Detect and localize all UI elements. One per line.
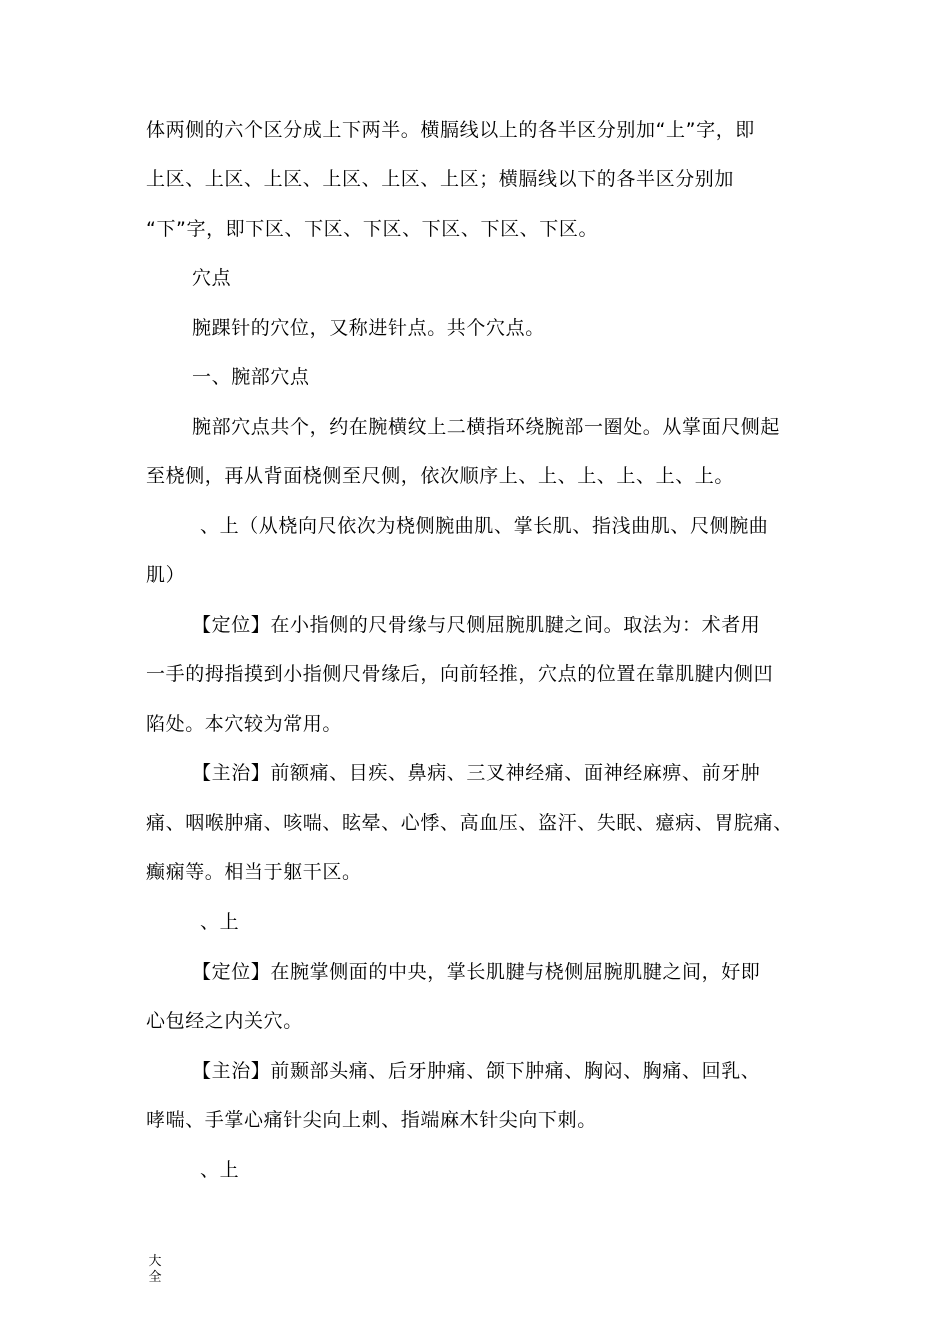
page-footer: 大全 <box>148 1254 162 1285</box>
paragraph-line-1: 体两侧的六个区分成上下两半。横膈线以上的各半区分别加“上”字，即 <box>146 119 755 141</box>
indication2-line-2: 哮喘、手掌心痛针尖向上刺、指端麻木针尖向下刺。 <box>146 1109 597 1131</box>
location-line-3: 陷处。本穴较为常用。 <box>146 713 343 735</box>
subheading-point-1: 、上（从桡向尺依次为桡侧腕曲肌、掌长肌、指浅曲肌、尺侧腕曲 <box>200 515 769 537</box>
section-heading-acupoints: 穴点 <box>192 267 232 289</box>
paragraph-line-8: 至桡侧，再从背面桡侧至尺侧，依次顺序上、上、上、上、上、上。 <box>146 465 735 487</box>
paragraph-line-2: 上区、上区、上区、上区、上区、上区；横膈线以下的各半区分别加 <box>146 168 735 190</box>
section-heading-wrist: 一、腕部穴点 <box>192 366 310 388</box>
location-line-2: 一手的拇指摸到小指侧尺骨缘后，向前轻推，穴点的位置在靠肌腱内侧凹 <box>146 663 774 685</box>
indication-line-3: 癫痫等。相当于躯干区。 <box>146 861 362 883</box>
paragraph-line-5: 腕踝针的穴位，又称进针点。共个穴点。 <box>192 317 545 339</box>
location-line-1: 【定位】在小指侧的尺骨缘与尺侧屈腕肌腱之间。取法为：术者用 <box>192 614 761 636</box>
subheading-point-3: 、上 <box>200 1159 240 1181</box>
paragraph-line-7: 腕部穴点共个，约在腕横纹上二横指环绕腕部一圈处。从掌面尺侧起 <box>192 416 781 438</box>
paragraph-line-3: “下”字，即下区、下区、下区、下区、下区、下区。 <box>146 218 599 240</box>
indication-line-2: 痛、咽喉肿痛、咳喘、眩晕、心悸、高血压、盗汗、失眠、癔病、胃脘痛、 <box>146 812 793 834</box>
paragraph-line-10: 肌） <box>146 564 186 586</box>
subheading-point-2: 、上 <box>200 911 240 933</box>
location2-line-1: 【定位】在腕掌侧面的中央，掌长肌腱与桡侧屈腕肌腱之间，好即 <box>192 961 761 983</box>
indication-line-1: 【主治】前额痛、目疾、鼻病、三叉神经痛、面神经麻痹、前牙肿 <box>192 762 761 784</box>
indication2-line-1: 【主治】前颞部头痛、后牙肿痛、颌下肿痛、胸闷、胸痛、回乳、 <box>192 1060 761 1082</box>
location2-line-2: 心包经之内关穴。 <box>146 1010 303 1032</box>
